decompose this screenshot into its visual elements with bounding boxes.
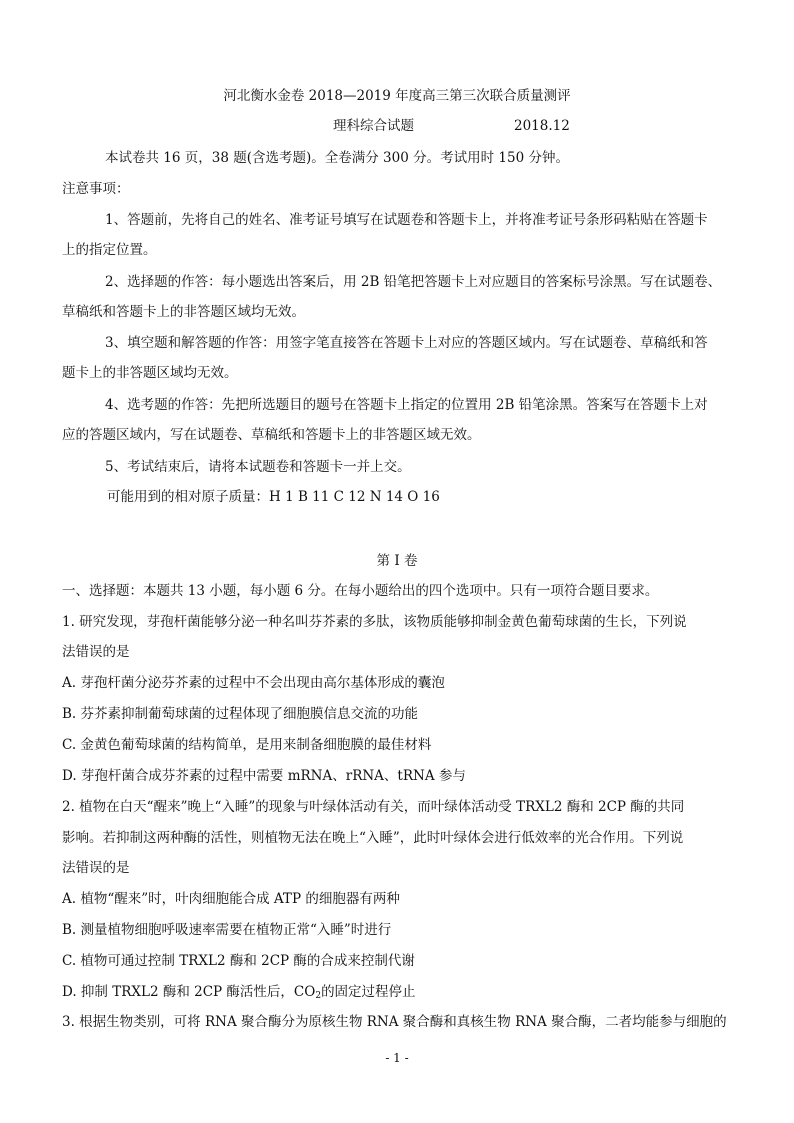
q2-option-d (62, 982, 416, 1006)
q1-option-c: C. 金黄色葡萄球菌的结构简单，是用来制备细胞膜的最佳材料 (62, 737, 432, 753)
section-heading: 一、选择题：本题共 13 小题，每小题 6 分。在每小题给出的四个选项中。只有一项符合题目要求。 (62, 583, 659, 599)
q1-stem-line-2: 法错误的是 (62, 644, 130, 660)
note-3-line-1: 3、填空题和解答题的作答：用签字笔直接答在答题卡上对应的答题区域内。写在试题卷、草稿纸和答 (105, 335, 708, 351)
exam-title: 河北衡水金卷 2018—2019 年度高三第三次联合质量测评 (223, 88, 571, 104)
q2-option-d-post: 的固定过程停止 (321, 984, 416, 1000)
note-5: 5、考试结束后，请将本试题卷和答题卡一并上交。 (105, 459, 411, 475)
notes-heading: 注意事项： (62, 181, 130, 197)
q3-stem-line-1: 3. 根据生物类别，可将 RNA 聚合酶分为原核生物 RNA 聚合酶和真核生物 RNA 聚合酶，二者均能参与细胞的 (62, 1014, 727, 1030)
intro-text: 本试卷共 16 页，38 题(含选考题)。全卷满分 300 分。考试用时 150 分钟。 (105, 150, 569, 166)
note-2-line-1: 2、选择题的作答：每小题选出答案后，用 2B 铅笔把答题卡上对应题目的答案标号涂黑。写在试题卷、 (105, 274, 722, 290)
q2-option-d-subscript: 2 (315, 991, 322, 1001)
note-3-line-2: 题卡上的非答题区域均无效。 (62, 365, 238, 381)
exam-date: 2018.12 (514, 118, 570, 134)
q2-option-b: B. 测量植物细胞呼吸速率需要在植物正常“入睡”时进行 (62, 922, 392, 938)
q1-option-b: B. 芬芥素抑制葡萄球菌的过程体现了细胞膜信息交流的功能 (62, 706, 419, 722)
atomic-mass-line: 可能用到的相对原子质量：H 1 B 11 C 12 N 14 O 16 (107, 489, 440, 505)
q1-stem-line-1: 1. 研究发现，芽孢杆菌能够分泌一种名叫芬芥素的多肽，该物质能够抑制金黄色葡萄球菌的生长，下列说 (62, 614, 687, 630)
note-4-line-2: 应的答题区域内，写在试题卷、草稿纸和答题卡上的非答题区域无效。 (62, 427, 481, 443)
note-2-line-2: 草稿纸和答题卡上的非答题区域均无效。 (62, 304, 305, 320)
q1-option-d: D. 芽孢杆菌合成芬芥素的过程中需要 mRNA、rRNA、tRNA 参与 (62, 768, 466, 784)
q2-option-d-pre: D. 抑制 TRXL2 酶和 2CP 酶活性后，CO (62, 984, 316, 1000)
subject-title: 理科综合试题 (333, 118, 414, 134)
q2-stem-line-2: 影响。若抑制这两种酶的活性，则植物无法在晚上“入睡”，此时叶绿体会进行低效率的光合作用。下列说 (62, 830, 684, 846)
note-1-line-1: 1、答题前，先将自己的姓名、准考证号填写在试题卷和答题卡上，并将准考证号条形码粘贴在答题卡 (105, 212, 708, 228)
note-1-line-2: 上的指定位置。 (62, 242, 157, 258)
note-4-line-1: 4、选考题的作答：先把所选题目的题号在答题卡上指定的位置用 2B 铅笔涂黑。答案写在答题卡上对 (105, 397, 708, 413)
q2-stem-line-3: 法错误的是 (62, 860, 130, 876)
q2-stem-line-1: 2. 植物在白天“醒来”晚上“入睡”的现象与叶绿体活动有关，而叶绿体活动受 TRXL2 酶和 2CP 酶的共同 (62, 799, 685, 815)
page-number: - 1 - (385, 1051, 409, 1065)
q2-option-a: A. 植物“醒来”时，叶肉细胞能合成 ATP 的细胞器有两种 (62, 891, 400, 907)
q1-option-a: A. 芽孢杆菌分泌芬芥素的过程中不会出现由高尔基体形成的囊泡 (62, 675, 445, 691)
q2-option-c: C. 植物可通过控制 TRXL2 酶和 2CP 酶的合成来控制代谢 (62, 953, 415, 969)
part-title: 第 I 卷 (376, 553, 418, 569)
